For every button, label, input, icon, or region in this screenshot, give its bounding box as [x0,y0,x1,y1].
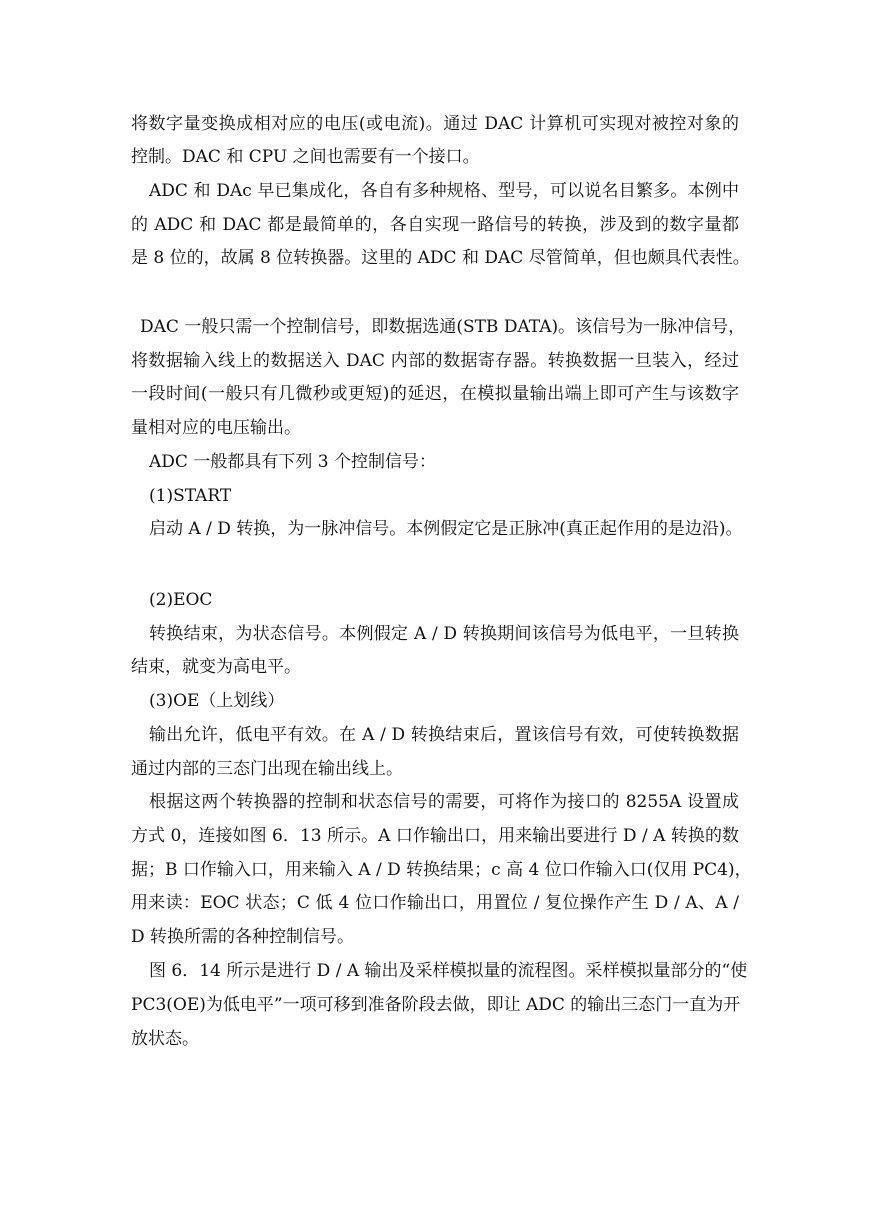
text-line: 结束，就变为高电平。 [131,657,301,677]
text-line: 据；B 口作输入口，用来输入 A / D 转换结果；c 高 4 位口作输入口(仅用 PC4)， [131,860,752,880]
text-line: ADC 和 DAc 早已集成化，各自有多种规格、型号，可以说名目繁多。本例中 [149,181,739,201]
text-line: 一段时间(一般只有几微秒或更短)的延迟，在模拟量输出端上即可产生与该数字 [131,384,739,404]
text-line: D 转换所需的各种控制信号。 [131,927,355,947]
text-line: 方式 0，连接如图 6．13 所示。A 口作输出口，用来输出要进行 D / A 转换的数 [131,826,739,846]
text-line: (1)START [149,486,232,506]
text-line: 根据这两个转换器的控制和状态信号的需要，可将作为接口的 8255A 设置成 [149,792,739,812]
text-line: (3)OE（上划线） [149,691,285,711]
text-line: 输出允许，低电平有效。在 A / D 转换结束后，置该信号有效，可使转换数据 [149,725,739,745]
text-line: 启动 A / D 转换，为一脉冲信号。本例假定它是正脉冲(真正起作用的是边沿)。 [149,519,743,539]
text-line: 将数据输入线上的数据送入 DAC 内部的数据寄存器。转换数据一旦装入，经过 [131,351,739,371]
text-line: (2)EOC [149,590,213,610]
text-line: 控制。DAC 和 CPU 之间也需要有一个接口。 [131,147,480,167]
text-line: 通过内部的三态门出现在输出线上。 [131,759,403,779]
text-line: ADC 一般都具有下列 3 个控制信号： [149,452,436,472]
text-line: DAC 一般只需一个控制信号，即数据选通(STB DATA)。该信号为一脉冲信号， [140,317,746,337]
text-line: 将数字量变换成相对应的电压(或电流)。通过 DAC 计算机可实现对被控对象的 [131,114,739,134]
text-line: 的 ADC 和 DAC 都是最简单的，各自实现一路信号的转换，涉及到的数字量都 [131,215,739,235]
text-line: 量相对应的电压输出。 [131,418,301,438]
text-line: 图 6．14 所示是进行 D / A 输出及采样模拟量的流程图。采样模拟量部分的“使 [149,961,748,981]
text-line: 放状态。 [131,1029,199,1049]
text-line: 是 8 位的，故属 8 位转换器。这里的 ADC 和 DAC 尽管简单，但也颇具代表性。 [131,248,750,268]
text-line: PC3(OE)为低电平”一项可移到准备阶段去做，即让 ADC 的输出三态门一直为开 [131,995,741,1015]
text-line: 转换结束，为状态信号。本例假定 A / D 转换期间该信号为低电平，一旦转换 [149,624,739,644]
text-line: 用来读：EOC 状态；C 低 4 位口作输出口，用置位 / 复位操作产生 D / A、A / [131,893,739,913]
